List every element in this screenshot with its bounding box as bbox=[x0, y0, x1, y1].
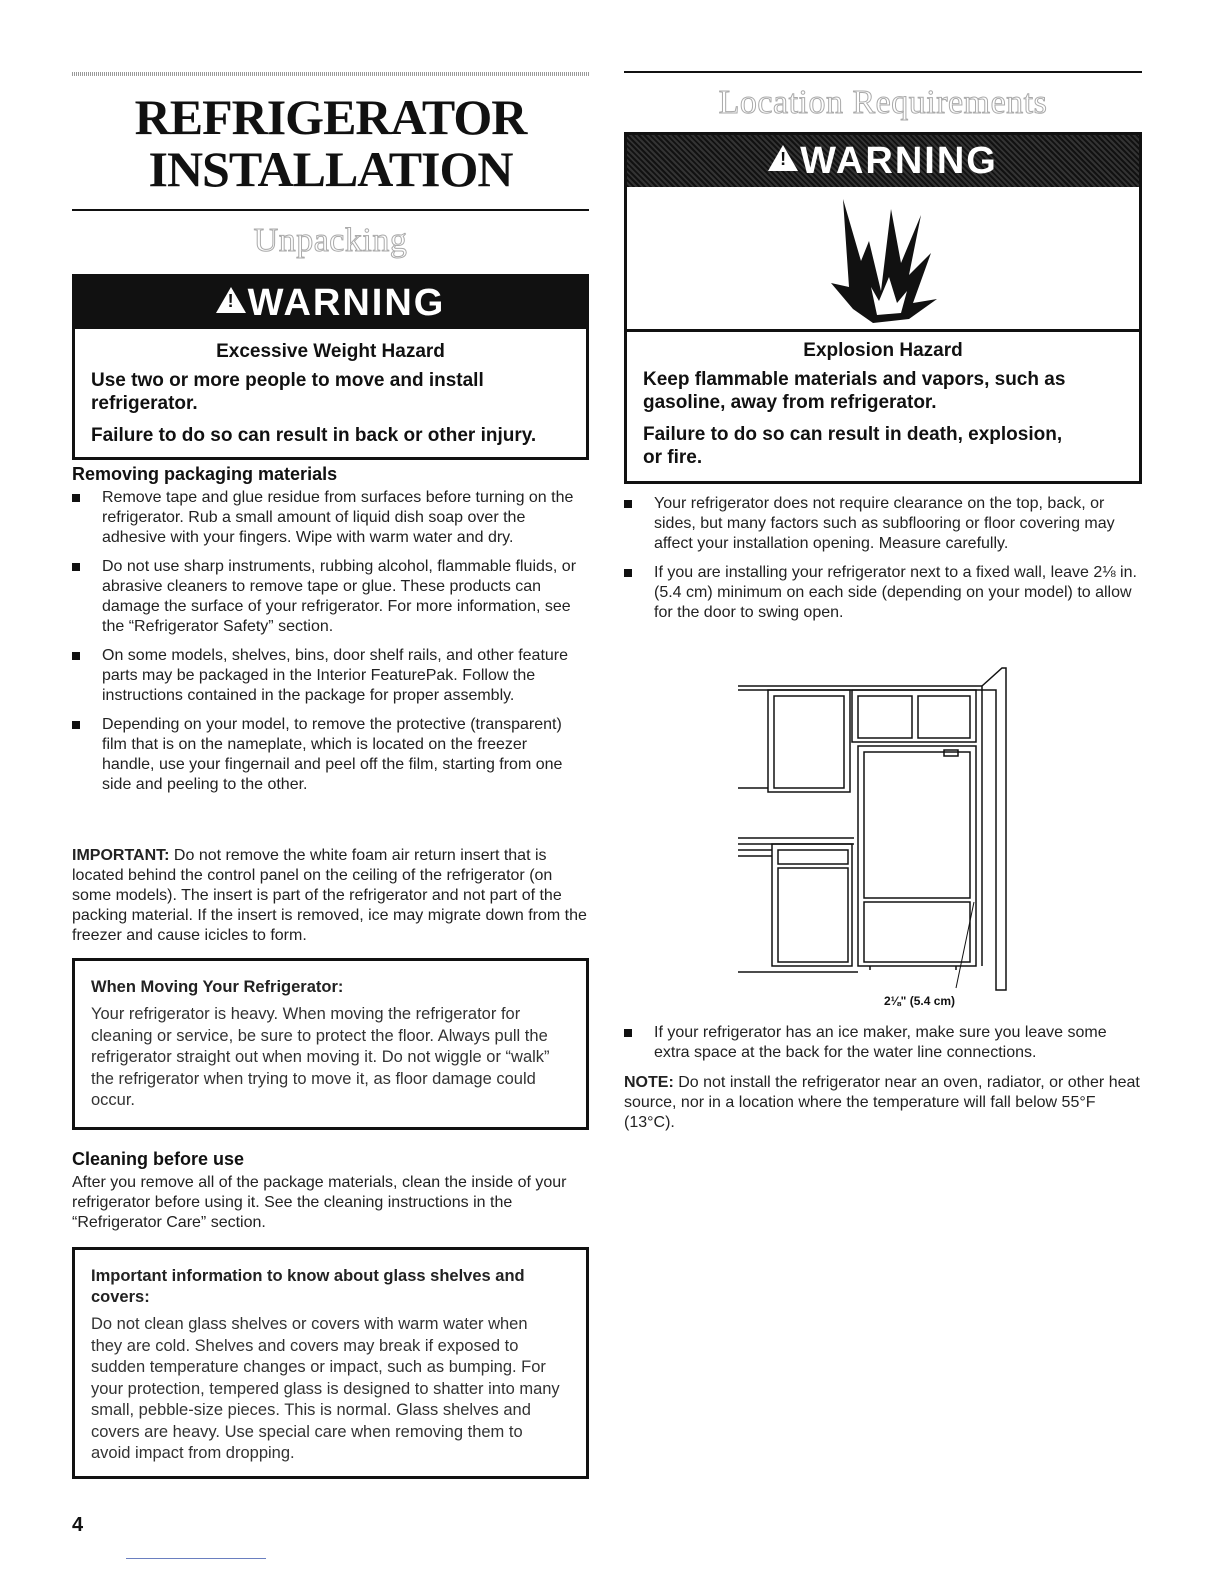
warning-banner bbox=[627, 135, 1139, 187]
warning-instruction: Use two or more people to move and install refrigerator. bbox=[91, 370, 484, 414]
warning-box-weight bbox=[72, 274, 589, 460]
explosion-icon bbox=[813, 191, 953, 331]
important-text: Do not remove the white foam air return insert that is located behind the control panel on the ceiling of the refrigerator (on some models). The insert is part of the refrigerator and not part of the packing material. If the insert is removed, ice may migrate down from the freezer and cause icicles to form. bbox=[72, 847, 587, 944]
warning-banner-text: WARNING bbox=[800, 140, 998, 182]
section-title-location: Location Requirements bbox=[718, 84, 1048, 121]
list-item: If your refrigerator has an ice maker, make sure you leave some extra space at the back for the water line connections. bbox=[624, 1023, 1140, 1063]
warning-instruction: Keep flammable materials and vapors, such as gasoline, away from refrigerator. bbox=[643, 369, 1066, 413]
list-item: If you are installing your refrigerator next to a fixed wall, leave 2⅛ in. (5.4 cm) minimum on each side (depending on your model) to allow for the door to swing open. bbox=[624, 563, 1140, 623]
note-text: Do not install the refrigerator near an oven, radiator, or other heat source, nor in a location where the temperature will fall below 55°F (13°C). bbox=[624, 1074, 1140, 1131]
clearance-label: 2⅛" (5.4 cm) bbox=[884, 994, 956, 1008]
warning-consequence: Failure to do so can result in death, explosion, or fire. bbox=[643, 424, 1063, 468]
cleaning-text: After you remove all of the package materials, clean the inside of your refrigerator before using it. See the cleaning instructions in the “Refrigerator Care” section. bbox=[72, 1174, 567, 1231]
note-label: NOTE: bbox=[624, 1074, 674, 1091]
location-list bbox=[624, 494, 1140, 632]
important-paragraph bbox=[72, 846, 587, 946]
moving-heading: When Moving Your Refrigerator: bbox=[91, 978, 344, 996]
page-number: 4 bbox=[72, 1514, 84, 1536]
explosion-icon-area bbox=[627, 187, 1139, 332]
list-item: Remove tape and glue residue from surfaces before turning on the refrigerator. Rub a small amount of liquid dish soap over the adhesive with your fingers. Wipe with warm water and dry. bbox=[72, 488, 577, 548]
important-label: IMPORTANT: bbox=[72, 847, 170, 864]
warning-banner bbox=[75, 277, 586, 329]
moving-text: Your refrigerator is heavy. When moving the refrigerator for cleaning or service, be sure to protect the floor. Always pull the refrigerator straight out when moving it. Do not wiggle or “walk” the refrigerator when trying to move it, as floor damage could occur. bbox=[91, 1005, 550, 1109]
glass-heading: Important information to know about glass shelves and covers: bbox=[91, 1267, 525, 1306]
title-rule bbox=[72, 209, 589, 211]
warning-hazard-title: Excessive Weight Hazard bbox=[216, 341, 445, 362]
glass-note-box bbox=[72, 1247, 589, 1479]
title-line-1: REFRIGERATOR bbox=[134, 89, 527, 145]
removing-heading: Removing packaging materials bbox=[72, 464, 338, 484]
warning-triangle-icon bbox=[216, 287, 246, 313]
warning-triangle-icon bbox=[768, 145, 798, 171]
note-paragraph bbox=[624, 1073, 1142, 1133]
list-item: Do not use sharp instruments, rubbing alcohol, flammable fluids, or abrasive cleaners to remove tape or glue. These products can damage the surface of your refrigerator. For more information, see the “Refrigerator Safety” section. bbox=[72, 557, 577, 637]
warning-hazard-title: Explosion Hazard bbox=[803, 340, 963, 361]
list-item: Depending on your model, to remove the protective (transparent) film that is on the nameplate, which is located on the freezer handle, use your fingernail and peel off the film, starting from one side and peeling to the other. bbox=[72, 715, 577, 795]
warning-consequence: Failure to do so can result in back or other injury. bbox=[91, 425, 537, 446]
warning-box-explosion bbox=[624, 132, 1142, 484]
glass-text: Do not clean glass shelves or covers with warm water when they are cold. Shelves and covers may break if exposed to sudden temperature changes or impact, such as bumping. For your protection, tempered glass is designed to shatter into many small, pebble-size pieces. This is normal. Glass shelves and covers are heavy. Use special care when removing them to avoid impact from dropping. bbox=[91, 1315, 560, 1462]
clearance-diagram bbox=[730, 666, 1020, 1016]
list-item: On some models, shelves, bins, door shelf rails, and other feature parts may be packaged in the Interior FeaturePak. Follow the instructions contained in the package for proper assembly. bbox=[72, 646, 577, 706]
top-rule-right bbox=[624, 71, 1142, 73]
top-rule-left bbox=[72, 72, 589, 76]
list-item: Your refrigerator does not require clearance on the top, back, or sides, but many factors such as subflooring or floor covering may affect your installation opening. Measure carefully. bbox=[624, 494, 1140, 554]
page-title bbox=[72, 89, 589, 197]
ice-maker-list bbox=[624, 1023, 1140, 1072]
title-line-2: INSTALLATION bbox=[148, 141, 513, 197]
warning-banner-text: WARNING bbox=[247, 282, 446, 324]
removing-list bbox=[72, 488, 577, 804]
moving-note-box bbox=[72, 958, 589, 1130]
footer-rule bbox=[126, 1558, 266, 1559]
section-title-unpacking: Unpacking bbox=[253, 222, 408, 259]
cleaning-heading: Cleaning before use bbox=[72, 1149, 245, 1169]
